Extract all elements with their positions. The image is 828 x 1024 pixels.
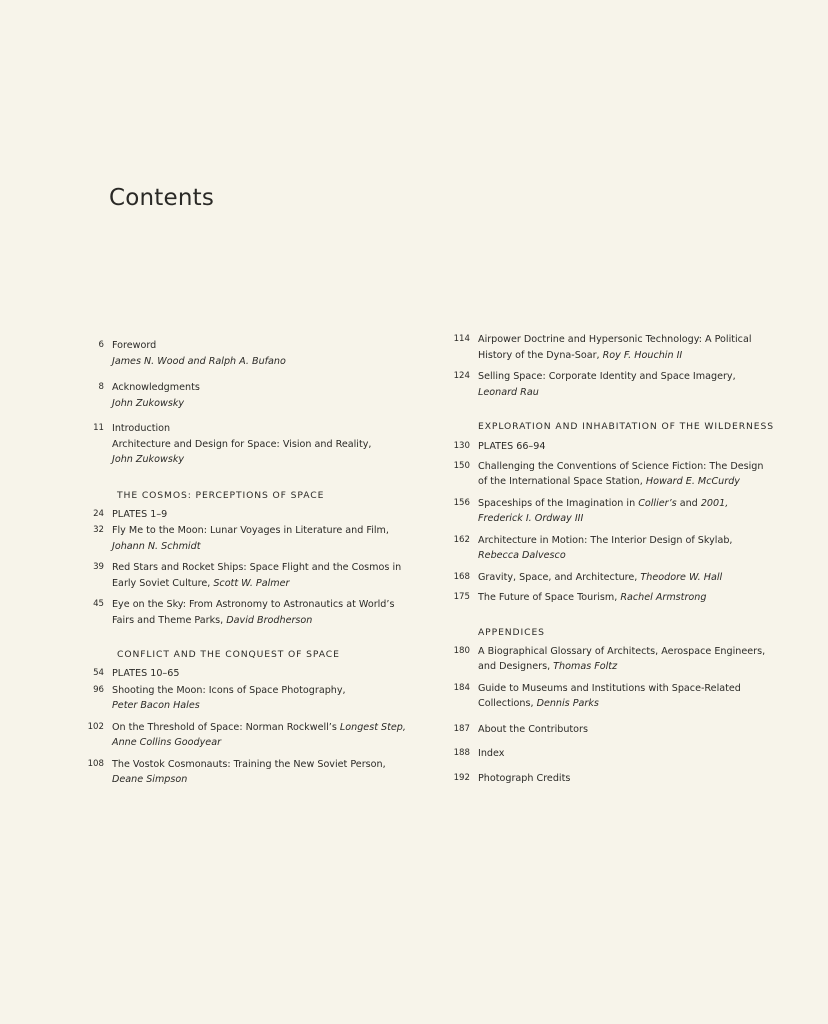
- toc-entry[interactable]: [446, 746, 786, 762]
- entry-author-or-title-italic: Rachel Armstrong: [620, 592, 707, 603]
- entry-title: [478, 533, 786, 564]
- page-number: 187: [453, 723, 470, 734]
- page-number: 168: [453, 571, 470, 582]
- toc-entry[interactable]: [80, 523, 410, 554]
- entry-line: [112, 735, 410, 751]
- toc-entry[interactable]: [446, 681, 786, 712]
- page-number: 39: [93, 562, 104, 572]
- entry-line: [112, 539, 410, 555]
- page-number: 108: [87, 758, 104, 769]
- page-number: 32: [93, 525, 104, 535]
- entry-text: PLATES 66–94: [478, 441, 546, 452]
- entry-author-or-title-italic: Frederick I. Ordway III: [478, 513, 584, 524]
- page-number: 180: [453, 645, 470, 656]
- page-number: 175: [453, 592, 470, 602]
- entry-text: The Vostok Cosmonauts: Training the New Soviet Person,: [112, 758, 386, 770]
- entry-line: [478, 332, 786, 348]
- entry-author-or-title-italic: James N. Wood and Ralph A. Bufano: [112, 355, 286, 367]
- entry-author-or-title-italic: John Zukowsky: [112, 397, 185, 409]
- toc-entry[interactable]: [80, 380, 410, 411]
- entry-line: [112, 613, 410, 629]
- entry-line: [112, 421, 410, 437]
- toc-entry[interactable]: [80, 597, 410, 628]
- entry-line: [112, 698, 410, 714]
- entry-text: Early Soviet Culture,: [112, 577, 214, 589]
- entry-line: [478, 496, 786, 512]
- entry-author-or-title-italic: Thomas Foltz: [553, 661, 618, 672]
- entry-title: [478, 644, 786, 675]
- entry-title: [478, 369, 786, 400]
- entry-line: [112, 683, 410, 699]
- toc-entry[interactable]: [80, 338, 410, 369]
- entry-text: Foreword: [112, 340, 157, 351]
- entry-author-or-title-italic: Theodore W. Hall: [640, 571, 723, 583]
- entry-line: [478, 548, 786, 564]
- entry-author-or-title-italic: John Zukowsky: [112, 454, 185, 465]
- page-number: 54: [93, 668, 104, 678]
- page-number: 124: [453, 371, 470, 381]
- entry-text: Red Stars and Rocket Ships: Space Flight and the Cosmos in: [112, 562, 402, 573]
- entry-title: [478, 332, 786, 363]
- entry-line: [112, 437, 410, 453]
- entry-line: [112, 380, 410, 396]
- entry-line: [478, 722, 786, 738]
- entry-title: [478, 722, 786, 738]
- entry-title: [478, 590, 786, 606]
- entry-line: [112, 338, 410, 354]
- entry-author-or-title-italic: Howard E. McCurdy: [645, 476, 740, 487]
- section-heading: CONFLICT AND THE CONQUEST OF SPACE: [117, 649, 340, 660]
- contents-column-left: [80, 338, 410, 788]
- entry-line: [112, 597, 410, 613]
- page-number: 6: [98, 340, 104, 350]
- entry-line: [112, 720, 410, 736]
- entry-text: Challenging the Conventions of Science Fiction: The Design: [478, 460, 764, 472]
- entry-line: [478, 511, 786, 527]
- entry-author-or-title-italic: Scott W. Palmer: [213, 577, 290, 589]
- entry-text: PLATES 10–65: [112, 668, 180, 679]
- entry-author-or-title-italic: Collier’s: [638, 497, 677, 509]
- entry-line: [112, 452, 410, 468]
- entry-author-or-title-italic: 2001,: [700, 497, 729, 509]
- toc-entry[interactable]: [446, 771, 786, 787]
- entry-text: Airpower Doctrine and Hypersonic Technology: A Political: [478, 334, 752, 345]
- entry-text: and: [676, 497, 701, 509]
- page-number: 96: [93, 684, 104, 695]
- entry-author-or-title-italic: Johann N. Schmidt: [112, 540, 201, 552]
- toc-entry[interactable]: [80, 666, 410, 682]
- entry-line: [478, 644, 786, 660]
- page-number: 24: [93, 508, 104, 519]
- section-heading: APPENDICES: [478, 626, 545, 638]
- entry-text: History of the Dyna-Soar,: [478, 349, 603, 361]
- page-title: Contents: [109, 185, 215, 211]
- page-number: 102: [87, 721, 104, 732]
- toc-entry[interactable]: [446, 496, 786, 527]
- page-number: 45: [93, 599, 104, 609]
- toc-entry[interactable]: [446, 590, 786, 606]
- toc-entry[interactable]: [446, 644, 786, 675]
- entry-title: [112, 380, 410, 411]
- entry-line: [478, 590, 786, 606]
- toc-entry[interactable]: [80, 757, 410, 788]
- entry-text: Architecture in Motion: The Interior Design of Skylab,: [478, 534, 733, 546]
- entry-title: [112, 421, 410, 468]
- entry-title: [112, 507, 410, 523]
- entry-line: [112, 523, 410, 539]
- entry-author-or-title-italic: Roy F. Houchin II: [602, 349, 683, 361]
- entry-text: On the Threshold of Space: Norman Rockwell’s: [112, 721, 340, 733]
- entry-text: A Biographical Glossary of Architects, Aerospace Engineers,: [478, 645, 766, 657]
- entry-title: [478, 570, 786, 586]
- toc-entry[interactable]: [80, 560, 410, 591]
- entry-text: PLATES 1–9: [112, 508, 168, 520]
- entry-line: [478, 385, 786, 401]
- entry-author-or-title-italic: David Brodherson: [226, 614, 313, 626]
- page-number: 114: [453, 334, 470, 344]
- page-number: 188: [453, 748, 470, 758]
- entry-text: Spaceships of the Imagination in: [478, 497, 639, 509]
- entry-line: [478, 570, 786, 586]
- entry-text: Introduction: [112, 423, 171, 434]
- entry-text: Selling Space: Corporate Identity and Space Imagery,: [478, 371, 736, 382]
- section-heading: THE COSMOS: PERCEPTIONS OF SPACE: [117, 489, 325, 501]
- entry-line: [478, 681, 786, 697]
- page-number: 192: [453, 772, 470, 783]
- entry-line: [478, 746, 786, 762]
- entry-line: [478, 459, 786, 475]
- contents-column-right: [446, 332, 786, 786]
- entry-text: Shooting the Moon: Icons of Space Photography,: [112, 684, 346, 696]
- entry-text: Fly Me to the Moon: Lunar Voyages in Literature and Film,: [112, 525, 389, 536]
- entry-line: [478, 696, 786, 712]
- entry-text: Eye on the Sky: From Astronomy to Astronautics at World’s: [112, 599, 395, 610]
- entry-title: [112, 560, 410, 591]
- entry-line: [112, 354, 410, 370]
- page-number: 8: [98, 382, 104, 392]
- entry-text: Gravity, Space, and Architecture,: [478, 571, 641, 583]
- section-heading: EXPLORATION AND INHABITATION OF THE WILDERNESS: [478, 421, 774, 432]
- entry-line: [478, 369, 786, 385]
- entry-line: [478, 659, 786, 675]
- toc-entry[interactable]: [80, 421, 410, 468]
- entry-text: Acknowledgments: [112, 382, 200, 393]
- toc-entry[interactable]: [446, 722, 786, 738]
- entry-title: [112, 338, 410, 369]
- entry-title: [478, 439, 786, 455]
- entry-line: [478, 474, 786, 490]
- entry-title: [478, 746, 786, 762]
- entry-title: [112, 683, 410, 714]
- entry-title: [478, 771, 786, 787]
- entry-line: [112, 560, 410, 576]
- toc-entry[interactable]: [446, 369, 786, 400]
- entry-text: Fairs and Theme Parks,: [112, 614, 227, 626]
- toc-entry[interactable]: [446, 459, 786, 490]
- entry-text: Guide to Museums and Institutions with Space-Related: [478, 682, 741, 694]
- entry-text: Architecture and Design for Space: Vision and Reality,: [112, 438, 372, 450]
- toc-entry[interactable]: [446, 533, 786, 564]
- entry-title: [112, 720, 410, 751]
- entry-text: About the Contributors: [478, 723, 588, 735]
- toc-entry[interactable]: [80, 507, 410, 523]
- entry-title: [478, 681, 786, 712]
- entry-line: [478, 348, 786, 364]
- entry-line: [112, 396, 410, 412]
- entry-text: of the International Space Station,: [478, 476, 646, 487]
- entry-title: [478, 459, 786, 490]
- entry-text: Collections,: [478, 698, 537, 709]
- entry-author-or-title-italic: Longest Step,: [339, 721, 406, 733]
- entry-author-or-title-italic: Anne Collins Goodyear: [112, 737, 222, 748]
- toc-entry[interactable]: [446, 439, 786, 455]
- entry-text: The Future of Space Tourism,: [478, 592, 621, 603]
- entry-line: [112, 757, 410, 773]
- entry-line: [112, 507, 410, 523]
- entry-author-or-title-italic: Rebecca Dalvesco: [478, 550, 566, 561]
- toc-entry[interactable]: [446, 570, 786, 586]
- entry-text: and Designers,: [478, 661, 554, 672]
- entry-author-or-title-italic: Leonard Rau: [478, 386, 539, 398]
- entry-title: [478, 496, 786, 527]
- entry-title: [112, 597, 410, 628]
- entry-text: Photograph Credits: [478, 772, 571, 784]
- page-number: 11: [93, 423, 104, 433]
- page-number: 150: [453, 460, 470, 471]
- entry-author-or-title-italic: Dennis Parks: [536, 698, 599, 709]
- page-number: 130: [453, 441, 470, 451]
- entry-title: [112, 523, 410, 554]
- page-number: 184: [453, 682, 470, 693]
- toc-entry[interactable]: [446, 332, 786, 363]
- entry-line: [112, 576, 410, 592]
- page-number: 162: [453, 534, 470, 545]
- entry-line: [478, 439, 786, 455]
- entry-line: [112, 666, 410, 682]
- entry-title: [112, 666, 410, 682]
- entry-line: [112, 772, 410, 788]
- toc-entry[interactable]: [80, 720, 410, 751]
- entry-line: [478, 771, 786, 787]
- toc-entry[interactable]: [80, 683, 410, 714]
- page-number: 156: [453, 497, 470, 508]
- entry-author-or-title-italic: Peter Bacon Hales: [112, 700, 200, 711]
- entry-text: Index: [478, 748, 505, 759]
- entry-title: [112, 757, 410, 788]
- entry-author-or-title-italic: Deane Simpson: [112, 774, 188, 785]
- entry-line: [478, 533, 786, 549]
